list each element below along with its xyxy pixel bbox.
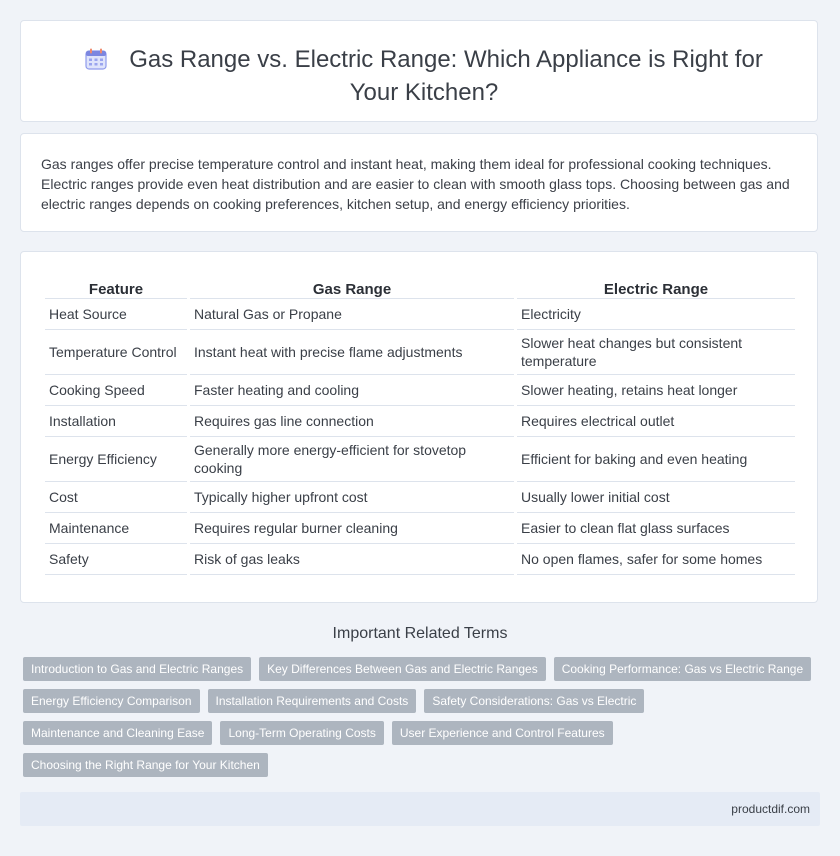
cell-gas: Natural Gas or Propane — [190, 299, 514, 330]
cell-feature: Energy Efficiency — [45, 437, 187, 482]
cell-feature: Installation — [45, 406, 187, 437]
cell-gas: Requires gas line connection — [190, 406, 514, 437]
table-header-row — [45, 276, 795, 299]
cell-feature: Cooking Speed — [45, 375, 187, 406]
header-electric: Electric Range — [517, 276, 795, 299]
comparison-table — [42, 276, 798, 575]
table-row — [45, 406, 795, 437]
related-terms-list — [23, 657, 813, 777]
cell-feature: Maintenance — [45, 513, 187, 544]
cell-electric: Easier to clean flat glass surfaces — [517, 513, 795, 544]
cell-electric: No open flames, safer for some homes — [517, 544, 795, 575]
table-row — [45, 375, 795, 406]
header-gas: Gas Range — [190, 276, 514, 299]
cell-feature: Cost — [45, 482, 187, 513]
cell-electric: Slower heating, retains heat longer — [517, 375, 795, 406]
table-row — [45, 482, 795, 513]
title-card — [20, 20, 818, 122]
related-term-tag[interactable]: Choosing the Right Range for Your Kitchen — [23, 753, 268, 777]
footer-site[interactable]: productdif.com — [731, 802, 810, 816]
cell-gas: Risk of gas leaks — [190, 544, 514, 575]
footer — [20, 792, 820, 826]
related-term-tag[interactable]: User Experience and Control Features — [392, 721, 613, 745]
page-title-wrap — [61, 45, 787, 108]
related-terms-title: Important Related Terms — [332, 625, 508, 642]
related-term-tag[interactable]: Long-Term Operating Costs — [220, 721, 383, 745]
table-row — [45, 437, 795, 482]
table-row — [45, 513, 795, 544]
cell-gas: Instant heat with precise flame adjustments — [190, 330, 514, 375]
cell-feature: Temperature Control — [45, 330, 187, 375]
cell-electric: Slower heat changes but consistent temperature — [517, 330, 795, 375]
cell-feature: Heat Source — [45, 299, 187, 330]
related-term-tag[interactable]: Energy Efficiency Comparison — [23, 689, 200, 713]
intro-text: Gas ranges offer precise temperature control and instant heat, making them ideal for professional cooking techniques. Electric ranges provide even heat distribution and are easier to clean with smooth glass tops. Choosing between gas and electric ranges depends on cooking preferences, kitchen setup, and energy efficiency priorities. — [41, 156, 790, 212]
cell-gas: Typically higher upfront cost — [190, 482, 514, 513]
cell-electric: Efficient for baking and even heating — [517, 437, 795, 482]
table-row — [45, 299, 795, 330]
table-row — [45, 330, 795, 375]
comparison-card — [20, 251, 818, 603]
related-term-tag[interactable]: Installation Requirements and Costs — [208, 689, 417, 713]
cell-feature: Safety — [45, 544, 187, 575]
intro-card — [20, 133, 818, 232]
cell-electric: Electricity — [517, 299, 795, 330]
cell-gas: Generally more energy-efficient for stovetop cooking — [190, 437, 514, 482]
header-feature: Feature — [45, 276, 187, 299]
calendar-icon — [85, 48, 107, 78]
related-term-tag[interactable]: Introduction to Gas and Electric Ranges — [23, 657, 251, 681]
cell-electric: Requires electrical outlet — [517, 406, 795, 437]
table-row — [45, 544, 795, 575]
cell-gas: Requires regular burner cleaning — [190, 513, 514, 544]
cell-electric: Usually lower initial cost — [517, 482, 795, 513]
page-title: Gas Range vs. Electric Range: Which Appliance is Right for Your Kitchen? — [129, 46, 763, 106]
cell-gas: Faster heating and cooling — [190, 375, 514, 406]
related-term-tag[interactable]: Cooking Performance: Gas vs Electric Range — [554, 657, 811, 681]
related-term-tag[interactable]: Safety Considerations: Gas vs Electric — [424, 689, 644, 713]
related-term-tag[interactable]: Key Differences Between Gas and Electric Ranges — [259, 657, 546, 681]
related-term-tag[interactable]: Maintenance and Cleaning Ease — [23, 721, 212, 745]
